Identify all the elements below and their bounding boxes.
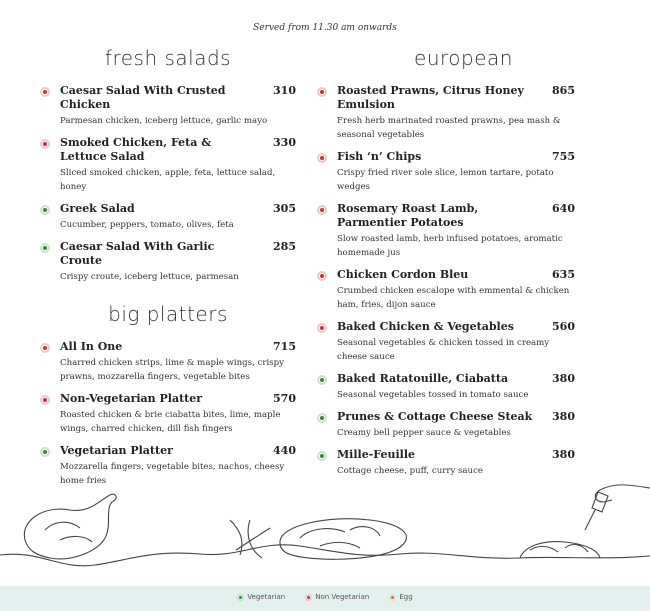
menu-item-description: Seasonal vegetables tossed in tomato sauce	[337, 390, 529, 400]
menu-item	[40, 392, 296, 436]
menu-item-price: 635	[552, 268, 575, 281]
right-column	[317, 40, 575, 478]
platters-list	[40, 340, 296, 488]
menu-item-name: Vegetarian Platter	[60, 444, 173, 457]
menu-item	[317, 84, 575, 142]
legend-item	[389, 593, 412, 601]
menu-item-description: Parmesan chicken, iceberg lettuce, garlic mayo	[60, 116, 268, 126]
veg-indicator-icon	[40, 447, 50, 457]
menu-item	[317, 372, 575, 402]
menu-item-name: Chicken Cordon Bleu	[337, 268, 469, 281]
menu-item-name: Mille-Feuille	[337, 448, 416, 461]
menu-item-description: Mozzarella fingers, vegetable bites, nachos, cheesy home fries	[60, 462, 285, 486]
menu-item-price: 440	[273, 444, 296, 457]
menu-item	[317, 410, 575, 440]
menu-item-description: Slow roasted lamb, herb infused potatoes, aromatic homemade jus	[337, 234, 563, 258]
non-veg-indicator-icon	[317, 271, 327, 281]
v-legend-icon	[237, 594, 244, 601]
menu-item-name: Prunes & Cottage Cheese Steak	[337, 410, 533, 423]
menu-item-name: Greek Salad	[60, 202, 135, 215]
menu-item	[40, 202, 296, 232]
menu-item-description: Cottage cheese, puff, curry sauce	[337, 466, 483, 476]
menu-item-name: Smoked Chicken, Feta & Lettuce Salad	[60, 136, 212, 163]
legend-label: Non Vegetarian	[315, 593, 370, 601]
menu-item-name: Roasted Prawns, Citrus Honey Emulsion	[337, 84, 524, 111]
menu-item-name: Baked Chicken & Vegetables	[337, 320, 514, 333]
non-veg-indicator-icon	[40, 87, 50, 97]
legend-label: Egg	[399, 593, 413, 601]
menu-item-price: 305	[273, 202, 296, 215]
menu-item-name: Non-Vegetarian Platter	[60, 392, 203, 405]
menu-item-price: 285	[273, 240, 296, 253]
menu-item	[317, 202, 575, 260]
menu-item-price: 640	[552, 202, 575, 215]
non-veg-indicator-icon	[317, 323, 327, 333]
menu-item-name: Caesar Salad With Garlic Croute	[60, 240, 215, 267]
menu-item-name: Rosemary Roast Lamb, Parmentier Potatoes	[337, 202, 479, 229]
european-list	[317, 84, 575, 478]
section-heading-fresh-salads: fresh salads	[104, 46, 232, 70]
non-veg-indicator-icon	[40, 343, 50, 353]
menu-item-price: 310	[273, 84, 296, 97]
menu-item	[40, 84, 296, 128]
menu-item-name: Baked Ratatouille, Ciabatta	[337, 372, 509, 385]
line-art-illustration	[0, 480, 650, 590]
menu-item-price: 755	[552, 150, 575, 163]
legend	[0, 593, 650, 601]
veg-indicator-icon	[317, 451, 327, 461]
veg-indicator-icon	[317, 413, 327, 423]
non-veg-indicator-icon	[317, 205, 327, 215]
legend-label: Vegetarian	[247, 593, 286, 601]
menu-item	[317, 268, 575, 312]
veg-indicator-icon	[40, 243, 50, 253]
menu-item-price: 865	[552, 84, 575, 97]
menu-item-price: 380	[552, 372, 575, 385]
legend-bar	[0, 586, 650, 611]
egg-legend-icon	[389, 594, 396, 601]
legend-item	[237, 593, 285, 601]
menu-item-name: Caesar Salad With Crusted Chicken	[60, 84, 226, 111]
left-column	[40, 40, 296, 488]
hand-drawing	[595, 485, 650, 502]
menu-item-price: 715	[273, 340, 296, 353]
menu-item-description: Crispy fried river sole slice, lemon tartare, potato wedges	[337, 168, 554, 192]
menu-item-description: Roasted chicken & brie ciabatta bites, lime, maple wings, charred chicken, dill fish fingers	[60, 410, 281, 434]
menu-item	[317, 320, 575, 364]
menu-item-description: Crumbed chicken escalope with emmental & chicken ham, fries, dijon sauce	[337, 286, 570, 310]
non-veg-indicator-icon	[40, 395, 50, 405]
menu-item-description: Cucumber, peppers, tomato, olives, feta	[60, 220, 234, 230]
menu-item	[40, 340, 296, 384]
menu-item	[317, 448, 575, 478]
menu-item	[40, 240, 296, 284]
veg-indicator-icon	[317, 375, 327, 385]
salads-list	[40, 84, 296, 284]
menu-item-price: 380	[552, 410, 575, 423]
roast-chicken-drawing	[24, 494, 116, 559]
menu-item-description: Creamy bell pepper sauce & vegetables	[337, 428, 511, 438]
nv-legend-icon	[305, 594, 312, 601]
menu-item-name: Fish ‘n’ Chips	[337, 150, 422, 163]
menu-item	[317, 150, 575, 194]
non-veg-indicator-icon	[40, 139, 50, 149]
section-heading-european: european	[414, 46, 513, 70]
served-time-note: Served from 11.30 am onwards	[253, 23, 397, 33]
menu-item-price: 560	[552, 320, 575, 333]
veg-indicator-icon	[40, 205, 50, 215]
non-veg-indicator-icon	[317, 153, 327, 163]
menu-item-name: All In One	[60, 340, 123, 353]
menu-item-description: Sliced smoked chicken, apple, feta, lettuce salad, honey	[60, 168, 276, 192]
menu-item-description: Charred chicken strips, lime & maple wings, crispy prawns, mozzarella fingers, vegetable bites	[60, 358, 284, 382]
bottle-drawing	[585, 492, 608, 530]
legend-item	[305, 593, 369, 601]
non-veg-indicator-icon	[317, 87, 327, 97]
menu-item	[40, 136, 296, 194]
menu-item-price: 330	[273, 136, 296, 149]
dish-drawing	[520, 542, 600, 558]
menu-item-price: 570	[273, 392, 296, 405]
menu-item-description: Seasonal vegetables & chicken tossed in creamy cheese sauce	[337, 338, 550, 362]
menu-item-description: Fresh herb marinated roasted prawns, pea mash & seasonal vegetables	[337, 116, 561, 140]
menu-item-description: Crispy croute, iceberg lettuce, parmesan	[60, 272, 239, 282]
menu-item-price: 380	[552, 448, 575, 461]
section-heading-big-platters: big platters	[108, 302, 228, 326]
